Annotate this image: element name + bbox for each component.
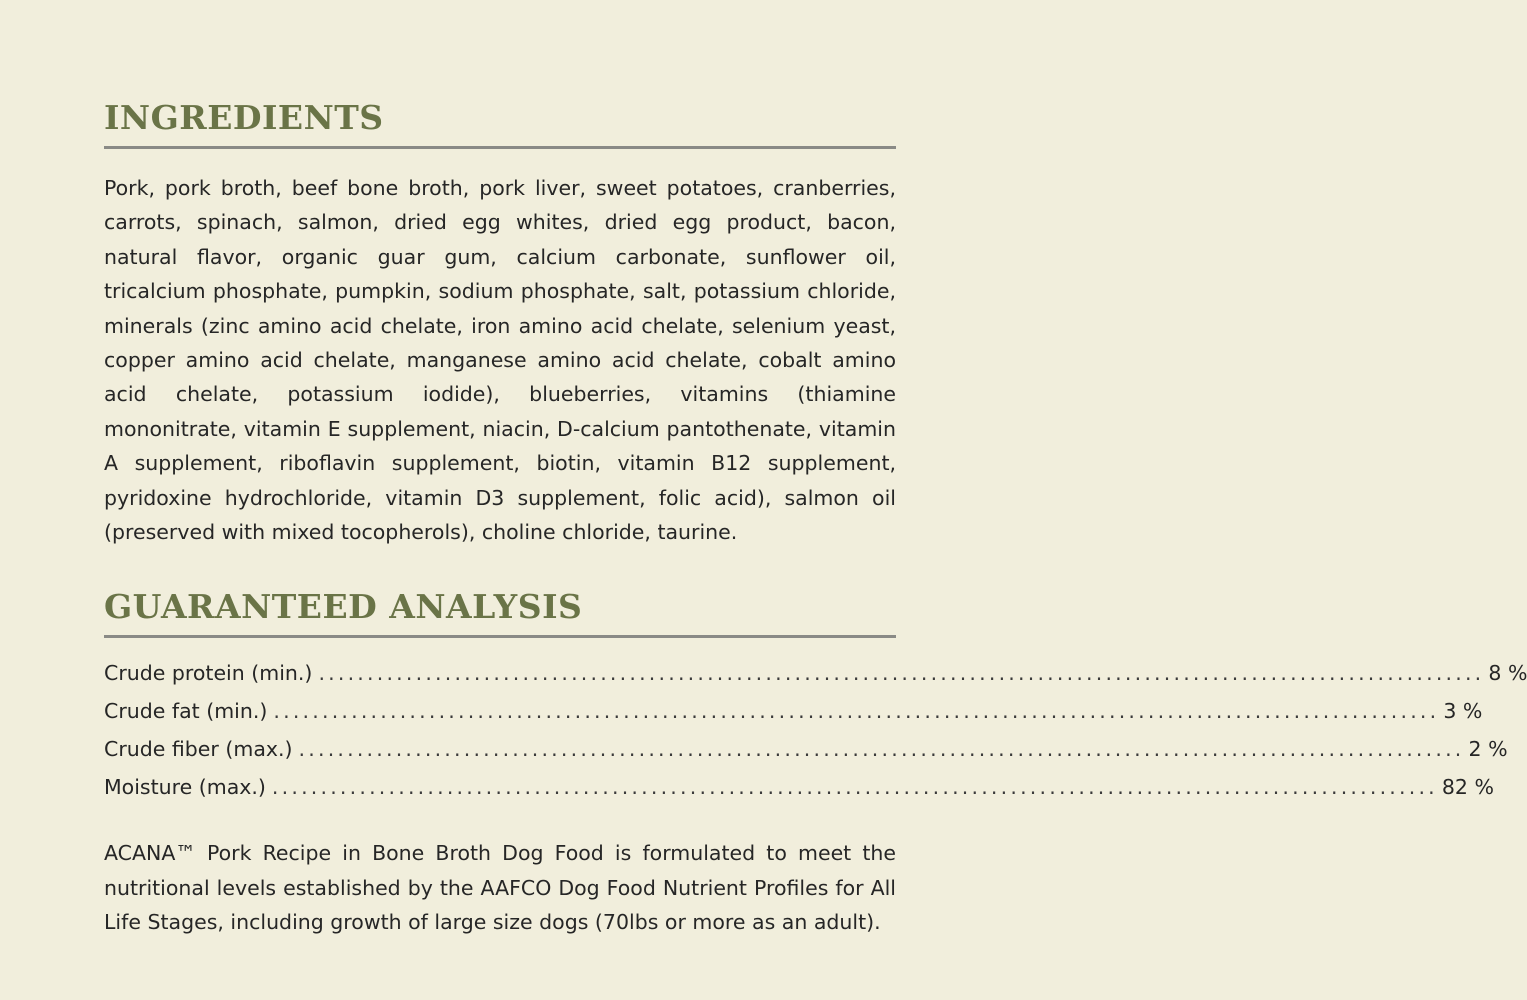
guaranteed-analysis-divider [104, 635, 896, 638]
label-panel [104, 96, 1527, 940]
guaranteed-analysis-title: GUARANTEED ANALYSIS [104, 587, 583, 627]
analysis-value: 2 % [1468, 737, 1508, 762]
analysis-label: Crude fiber (max.) [104, 737, 293, 762]
aafco-statement: ACANA™ Pork Recipe in Bone Broth Dog Food is formulated to meet the nutritional levels established by the AAFCO Dog Food Nutrient Profiles for All Life Stages, including growth of large size dogs (70lbs or more as an adult). [104, 841, 896, 935]
ingredients-divider [104, 146, 896, 149]
guaranteed-analysis-list [104, 654, 1527, 806]
analysis-value: 3 % [1443, 699, 1483, 724]
analysis-label: Crude fat (min.) [104, 699, 268, 724]
analysis-label: Moisture (max.) [104, 775, 266, 800]
analysis-row-crude-fat [104, 692, 1483, 730]
analysis-value: 82 % [1441, 775, 1494, 800]
analysis-row-crude-fiber [104, 730, 1508, 768]
analysis-row-moisture [104, 768, 1494, 806]
analysis-label: Crude protein (min.) [104, 661, 313, 686]
leader-dots: ........................................................................................................................ [273, 699, 1440, 724]
leader-dots: ........................................................................................................................ [318, 661, 1485, 686]
analysis-row-crude-protein [104, 654, 1527, 692]
analysis-value: 8 % [1488, 661, 1527, 686]
ingredients-text: Pork, pork broth, beef bone broth, pork liver, sweet potatoes, cranberries, carrots, spinach, salmon, dried egg whites, dried egg product, bacon, natural flavor, organic guar gum, calcium carbonate, sunflower oil, tricalcium phosphate, pumpkin, sodium phosphate, salt, potassium chloride, minerals (zinc amino acid chelate, iron amino acid chelate, selenium yeast, copper amino acid chelate, manganese amino acid chelate, cobalt amino acid chelate, potassium iodide), blueberries, vitamins (thiamine mononitrate, vitamin E supplement, niacin, D-calcium pantothenate, vitamin A supplement, riboflavin supplement, biotin, vitamin B12 supplement, pyridoxine hydrochloride, vitamin D3 supplement, folic acid), salmon oil (preserved with mixed tocopherols), choline chloride, taurine. [104, 176, 896, 545]
leader-dots: ........................................................................................................................ [298, 737, 1465, 762]
leader-dots: ........................................................................................................................ [271, 775, 1438, 800]
ingredients-title: INGREDIENTS [104, 98, 384, 137]
